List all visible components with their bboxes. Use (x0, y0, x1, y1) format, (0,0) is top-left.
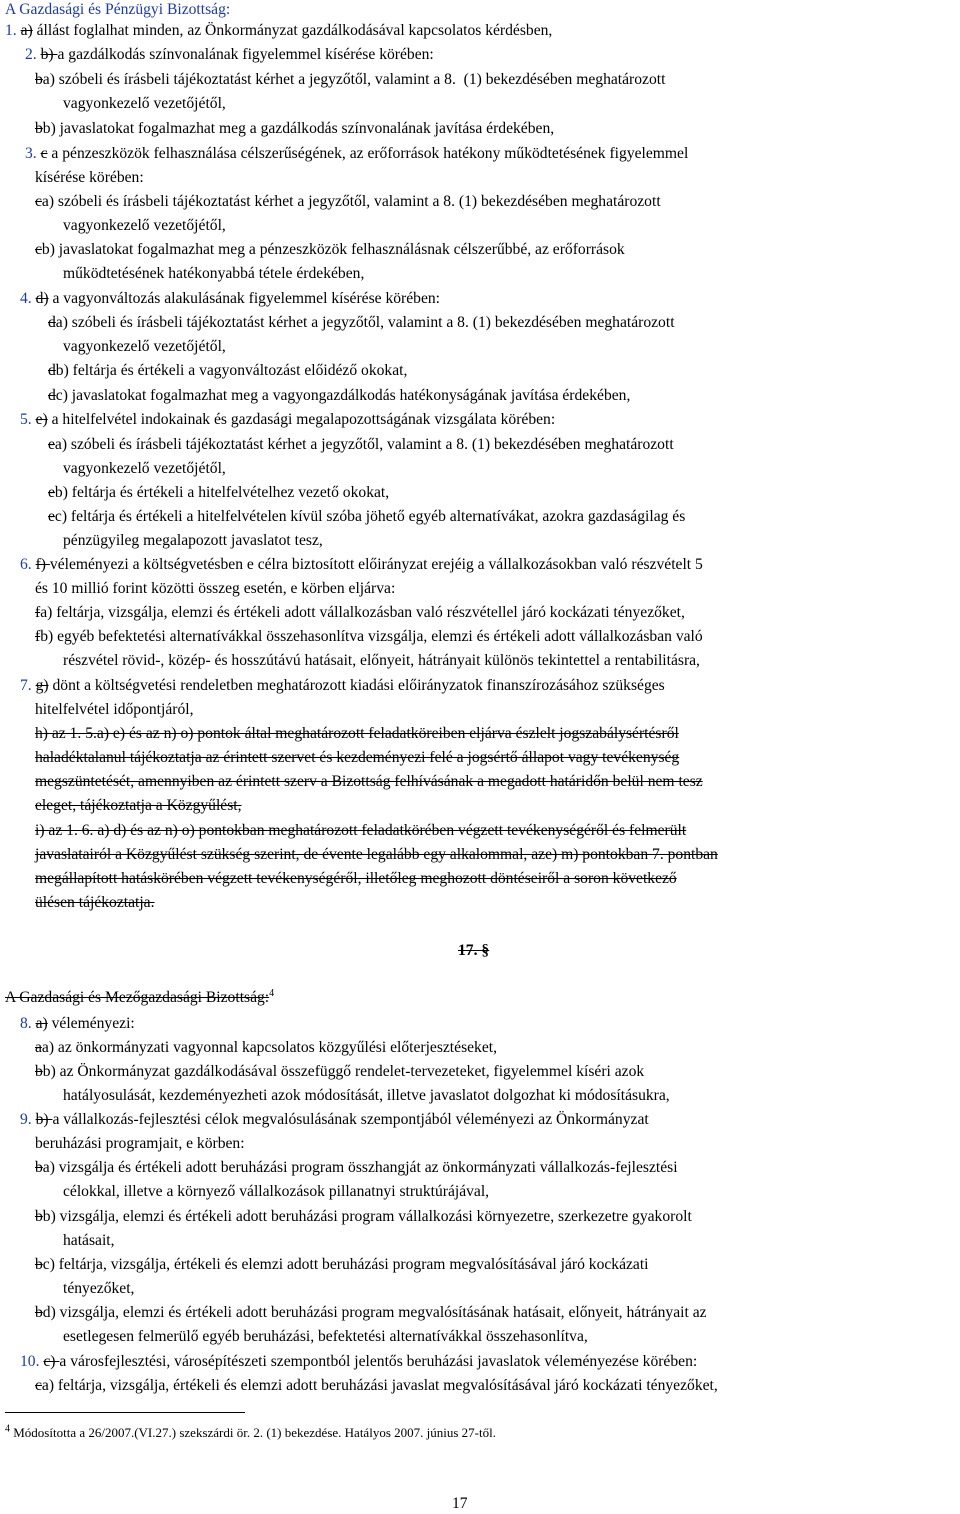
item-5 (20, 410, 555, 430)
subitem-6b-cont: részvétel rövid-, közép- és hosszútávú hatásait, előnyeit, hátrányait különös tekintettel a rentabilitásra, (63, 652, 700, 669)
item-text: a hitelfelvétel indokainak és gazdasági megalapozottságának vizsgálata körében: (47, 411, 556, 428)
deleted-item-i-cont3: ülésen tájékoztatja. (35, 894, 155, 911)
subitem-9c (35, 1255, 649, 1275)
deleted-letter: b) (40, 46, 58, 63)
item-text: véleményezi a költségvetésben e célra biztosított előirányzat erejéig a vállalkozásokban való részvételt 5 (49, 556, 703, 573)
deleted-letter: a (35, 1039, 42, 1056)
item-text: a) vizsgálja és értékeli adott beruházási program összhangját az önkormányzati vállalkozás-fejlesztési (42, 1159, 678, 1176)
item-text: a pénzeszközök felhasználása célszerűségének, az erőforrások hatékony működtetésének figyelemmel (47, 145, 689, 162)
subitem-2a-cont: vagyonkezelő vezetőjétől, (63, 95, 226, 112)
item-3 (25, 144, 955, 164)
item-text: b) egyéb befektetési alternatívákkal összehasonlítva vizsgálja, elemzi és értékeli adott vállalkozásban való (40, 628, 703, 645)
subitem-6a (35, 603, 685, 623)
deleted-letter: d) (35, 290, 49, 307)
section-number (458, 941, 489, 961)
deleted-letter: b (35, 1256, 43, 1273)
deleted-item-i: i) az 1. 6. a) d) és az n) o) pontokban meghatározott feladatkörében végzett tevékenységéről és felmerült (35, 822, 687, 839)
deleted-letter: e (48, 436, 55, 453)
item-number: 7. (20, 677, 36, 694)
deleted-letter: b (35, 1304, 43, 1321)
item-text: d) vizsgálja, elemzi és értékeli adott beruházási program megvalósításának hatásait, előnyeit, hátrányait az (42, 1304, 707, 1321)
item-number: 5. (20, 411, 36, 428)
item-9 (20, 1110, 649, 1130)
deleted-letter: b (35, 1063, 43, 1080)
footnote-number: 4 (5, 1423, 10, 1435)
subitem-2a (35, 70, 955, 90)
item-text: a) szóbeli és írásbeli tájékoztatást kérhet a jegyzőtől, valamint a 8. (1) bekezdésében meghatározott (41, 193, 661, 210)
item-number: 6. (20, 556, 36, 573)
item-1 (5, 21, 552, 41)
subitem-9a-cont: célokkal, illetve a környező vállalkozások pillanatnyi struktúrájával, (63, 1183, 490, 1200)
item-text: b) feltárja és értékeli a hitelfelvételhez vezető okokat, (54, 484, 390, 501)
deleted-letter: e (48, 484, 55, 501)
subitem-3a (35, 192, 661, 212)
subitem-8a (35, 1038, 497, 1058)
item-6 (20, 555, 703, 575)
deleted-letter: b) (35, 1111, 53, 1128)
deleted-letter: b (35, 1208, 43, 1225)
section-sign-icon: § (481, 942, 490, 959)
item-text: véleményezi: (47, 1015, 135, 1032)
item-text: a) szóbeli és írásbeli tájékoztatást kérhet a jegyzőtől, valamint a 8. (1) bekezdésében meghatározott (42, 71, 666, 88)
subitem-8b-cont: hatályosulását, kezdeményezheti azok módosítását, illetve javaslatot dolgozhat ki módosításukra, (63, 1087, 670, 1104)
subitem-9a (35, 1158, 678, 1178)
deleted-letter: d (48, 362, 56, 379)
item-text: a) feltárja, vizsgálja, értékeli és elemzi adott beruházási javaslat megvalósításával járó kockázati tényezőket, (41, 1377, 718, 1394)
deleted-letter: f (35, 628, 41, 645)
item-number: 2. (25, 46, 41, 63)
item-number: 3. (25, 145, 41, 162)
item-2 (25, 45, 434, 65)
deleted-letter: a) (20, 22, 33, 39)
item-text: b) feltárja és értékeli a vagyonváltozást előidéző okokat, (55, 362, 408, 379)
item-number: 10. (20, 1353, 44, 1370)
subitem-5a-cont: vagyonkezelő vezetőjétől, (63, 460, 226, 477)
item-text: c) feltárja, vizsgálja, értékeli és elemzi adott beruházási program megvalósításával járó kockázati (42, 1256, 649, 1273)
subitem-5c-cont: pénzügyileg megalapozott javaslatot tesz, (63, 532, 323, 549)
item-3-cont: kísérése körében: (35, 169, 144, 186)
item-7 (20, 676, 665, 696)
subitem-9c-cont: tényezőket, (63, 1280, 135, 1297)
committee-heading-text: A Gazdasági és Mezőgazdasági Bizottság: (5, 989, 270, 1006)
deleted-letter: b (35, 1159, 43, 1176)
item-text: b) javaslatokat fogalmazhat meg a gazdálkodás színvonalának javítása érdekében, (42, 120, 555, 137)
subitem-4a-cont: vagyonkezelő vezetőjétől, (63, 338, 226, 355)
subitem-8b (35, 1062, 644, 1082)
deleted-letter: e (48, 508, 55, 525)
deleted-letter: f (35, 604, 41, 621)
deleted-letter: c (40, 145, 48, 162)
footnote-text: Módosította a 26/2007.(VI.27.) szekszárdi ör. 2. (1) bekezdése. Hatályos 2007. június 27-től. (10, 1425, 496, 1440)
subitem-4b (48, 361, 407, 381)
deleted-letter: b (35, 120, 43, 137)
item-text: a) feltárja, vizsgálja, elemzi és értékeli adott vállalkozásban való részvétellel járó kockázati tényezőket, (40, 604, 685, 621)
item-number: 8. (20, 1015, 36, 1032)
item-text: b) vizsgálja, elemzi és értékeli adott beruházási program vállalkozási környezetre, szerkezetre gyakorolt (42, 1208, 692, 1225)
section-label: 17. (458, 942, 482, 959)
item-text: dönt a költségvetési rendeletben meghatározott kiadási előirányzatok finanszírozásához szükséges (48, 677, 665, 694)
item-text: a vállalkozás-fejlesztési célok megvalósulásának szempontjából véleményezi az Önkormányzat (52, 1111, 649, 1128)
deleted-letter: c (35, 1377, 42, 1394)
subitem-5b (48, 483, 389, 503)
subitem-9d (35, 1303, 707, 1323)
subitem-9d-cont: esetlegesen felmerülő egyéb beruházási, befektetési alternatívákkal összehasonlítva, (63, 1328, 588, 1345)
item-9-cont: beruházási programjait, e körben: (35, 1135, 245, 1152)
deleted-letter: c (35, 193, 42, 210)
deleted-letter: a) (35, 1015, 48, 1032)
deleted-item-h: h) az 1. 5.a) e) és az n) o) pontok által meghatározott feladatköreiben eljárva észlelt jogszabálysértésről (35, 725, 679, 742)
subitem-4c (48, 386, 630, 406)
deleted-letter: g) (35, 677, 49, 694)
subitem-5a (48, 435, 674, 455)
item-number: 4. (20, 290, 36, 307)
deleted-item-h-cont1: haladéktalanul tájékoztatja az érintett szervet és kezdeményezi felé a jogsértő állapot vagy tevékenység (35, 749, 680, 766)
subitem-5c (48, 507, 685, 527)
item-text: c) feltárja és értékeli a hitelfelvételen kívül szóba jöhető egyéb alternatívákat, azokra gazdaságilag és (54, 508, 686, 525)
item-text: a) szóbeli és írásbeli tájékoztatást kérhet a jegyzőtől, valamint a 8. (1) bekezdésében meghatározott (55, 314, 675, 331)
deleted-letter: c (35, 241, 42, 258)
item-text: b) az Önkormányzat gazdálkodásával összefüggő rendelet-tervezeteket, figyelemmel kíséri azok (42, 1063, 645, 1080)
subitem-4a (48, 313, 675, 333)
deleted-letter: f) (35, 556, 50, 573)
item-8 (20, 1014, 135, 1034)
item-6-cont: és 10 millió forint közötti összeg esetén, e körben eljárva: (35, 580, 396, 597)
item-number: 1. (5, 22, 21, 39)
deleted-letter: c) (43, 1353, 60, 1370)
subitem-9b (35, 1207, 692, 1227)
deleted-item-i-cont2: megállapított hatáskörében végzett tevékenységéről, illetőleg meghozott döntéseiről a soron következő (35, 870, 677, 887)
subitem-3b (35, 240, 625, 260)
item-text: b) javaslatokat fogalmazhat meg a pénzeszközök felhasználásnak célszerűbbé, az erőforrások (41, 241, 625, 258)
subitem-2b (35, 119, 554, 139)
deleted-item-h-cont3: eleget, tájékoztatja a Közgyűlést, (35, 797, 242, 814)
item-text: a városfejlesztési, városépítészeti szempontból jelentős beruházási javaslatok véleményezése körében: (59, 1353, 698, 1370)
item-10 (20, 1352, 697, 1372)
item-text: a) szóbeli és írásbeli tájékoztatást kérhet a jegyzőtől, valamint a 8. (1) bekezdésében meghatározott (54, 436, 674, 453)
deleted-letter: d (48, 387, 56, 404)
footnote (5, 1423, 496, 1443)
deleted-item-h-cont2: megszüntetését, amennyiben az érintett szerv a Bizottság felhívásának a megadott határidőn belül nem tesz (35, 773, 703, 790)
item-7-cont: hitelfelvétel időpontjáról, (35, 701, 194, 718)
subitem-3a-cont: vagyonkezelő vezetőjétől, (63, 217, 226, 234)
deleted-letter: b (35, 71, 43, 88)
footnote-separator (5, 1412, 245, 1413)
item-number: 9. (20, 1111, 36, 1128)
subitem-3b-cont: működtetésének hatékonyabbá tétele érdekében, (63, 265, 365, 282)
item-text: a gazdálkodás színvonalának figyelemmel kísérése körében: (57, 46, 434, 63)
item-text: c) javaslatokat fogalmazhat meg a vagyongazdálkodás hatékonyságának javítása érdekében, (55, 387, 631, 404)
page-number: 17 (452, 1495, 468, 1512)
subitem-9b-cont: hatásait, (63, 1232, 115, 1249)
subitem-6b (35, 627, 703, 647)
deleted-letter: d (48, 314, 56, 331)
item-text: a) az önkormányzati vagyonnal kapcsolatos közgyűlési előterjesztéseket, (41, 1039, 498, 1056)
item-text: állást foglalhat minden, az Önkormányzat gazdálkodásával kapcsolatos kérdésben, (32, 22, 553, 39)
deleted-letter: e) (35, 411, 48, 428)
committee-heading-2 (5, 988, 274, 1008)
committee-heading: A Gazdasági és Pénzügyi Bizottság: (5, 1, 231, 18)
item-text: a vagyonváltozás alakulásának figyelemmel kísérése körében: (48, 290, 441, 307)
subitem-10a (35, 1376, 718, 1396)
deleted-item-i-cont1: javaslatairól a Közgyűlést szükség szerint, de évente legalább egy alkalommal, aze) m) pontokban 7. pontban (35, 846, 718, 863)
item-4 (20, 289, 440, 309)
footnote-marker: 4 (269, 987, 275, 999)
